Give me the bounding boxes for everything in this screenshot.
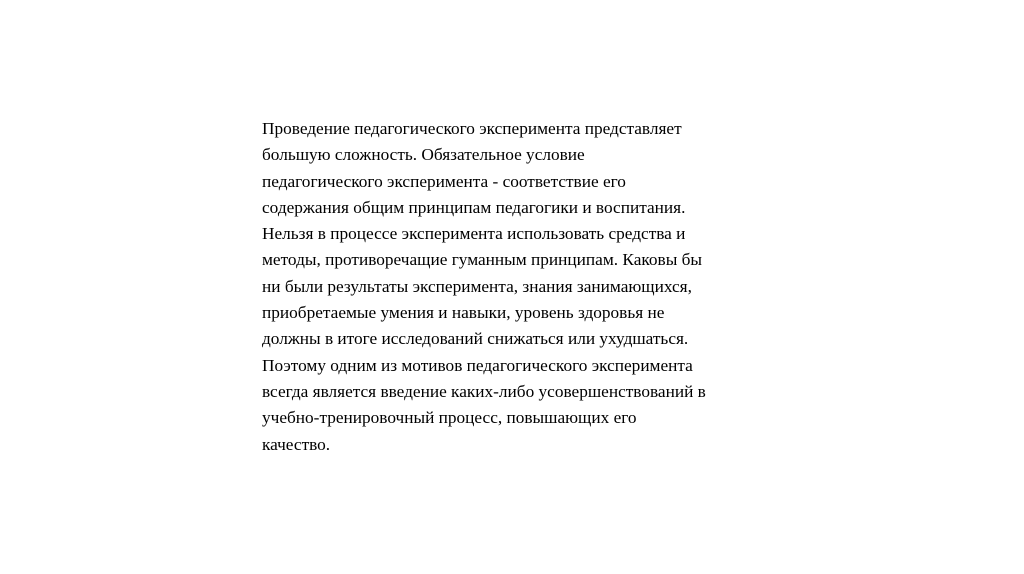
text-line: содержания общим принципам педагогики и воспитания. — [262, 197, 686, 217]
text-line: педагогического эксперимента - соответствие его — [262, 171, 626, 191]
text-line: качество. — [262, 434, 331, 454]
text-line: учебно-тренировочный процесс, повышающих его — [262, 408, 637, 428]
text-line: методы, противоречащие гуманным принципам. Каковы бы — [262, 250, 703, 270]
text-line: должны в итоге исследований снижаться или ухудшаться. — [262, 329, 689, 349]
text-line: Поэтому одним из мотивов педагогического эксперимента — [262, 355, 693, 375]
text-line: Нельзя в процессе эксперимента использовать средства и — [262, 224, 686, 244]
body-text — [262, 116, 782, 458]
text-line: большую сложность. Обязательное условие — [262, 145, 585, 165]
text-line: Проведение педагогического эксперимента представляет — [262, 119, 682, 138]
text-line: приобретаемые умения и навыки, уровень здоровья не — [262, 303, 665, 323]
text-line: всегда является введение каких-либо усовершенствований в — [262, 381, 706, 401]
text-line: ни были результаты эксперимента, знания занимающихся, — [262, 276, 692, 296]
